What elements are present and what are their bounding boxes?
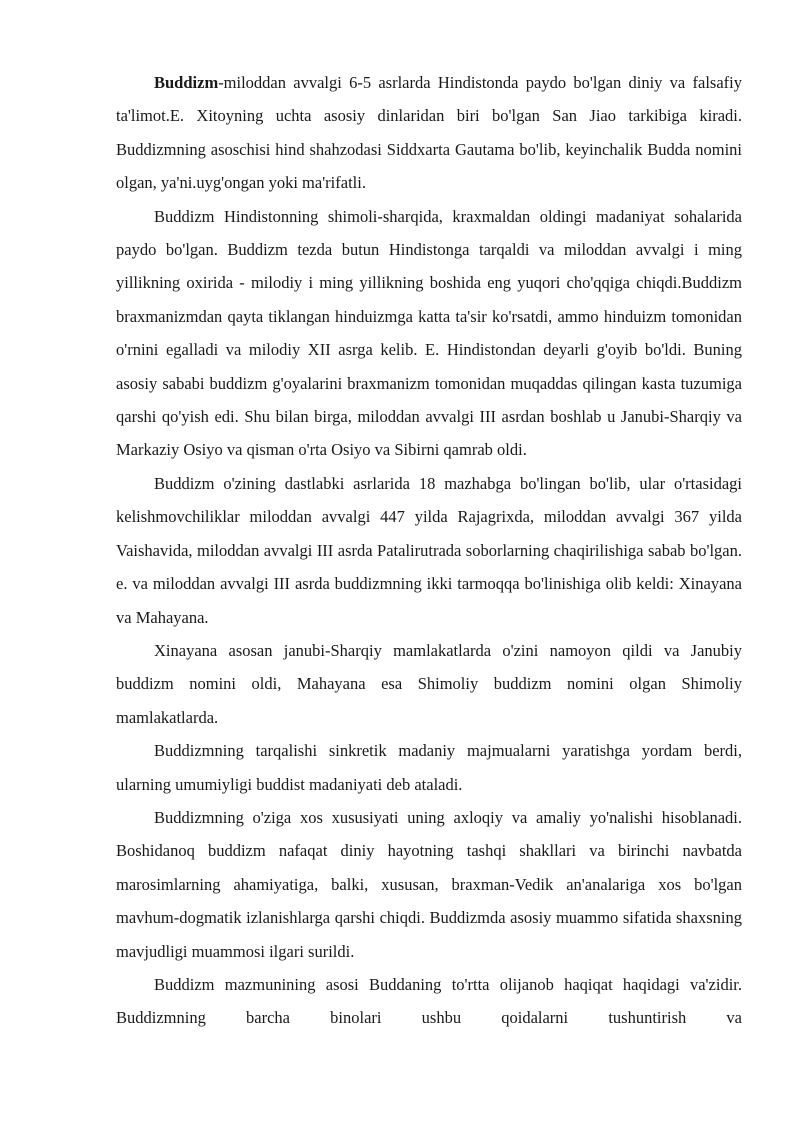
paragraph-1-lead-term: Buddizm: [154, 73, 219, 92]
paragraph-1-text: -miloddan avvalgi 6-5 asrlarda Hindistonda paydo bo'lgan diniy va falsafiy ta'limot.E. Xitoyning uchta asosiy dinlaridan biri bo'lgan San Jiao tarkibiga kiradi. Buddizmning asoschisi hind shahzodasi Siddxarta Gautama bo'lib, keyinchalik Budda nomini olgan, ya'ni.uyg'ongan yoki ma'rifatli.: [116, 73, 742, 193]
paragraph-6: Buddizmning o'ziga xos xususiyati uning axloqiy va amaliy yo'nalishi hisoblanadi. Boshidanoq buddizm nafaqat diniy hayotning tashqi shakllari va birinchi navbatda marosimlarning ahamiyatiga, balki, xususan, braxman-Vedik an'analariga xos bo'lgan mavhum-dogmatik izlanishlarga qarshi chiqdi. Buddizmda asosiy muammo sifatida shaxsning mavjudligi muammosi ilgari surildi.: [116, 807, 742, 961]
paragraph-1: [116, 66, 742, 200]
paragraph-2: Buddizm Hindistonning shimoli-sharqida, kraxmaldan oldingi madaniyat sohalarida paydo bo'lgan. Buddizm tezda butun Hindistonga tarqaldi va miloddan avvalgi i ming yillikning oxirida - milodiy i ming yillikning boshida eng yuqori cho'qqiga chiqdi.Buddizm braxmanizmdan qayta tiklangan hinduizmga katta ta'sir ko'rsatdi, ammo hinduizm tomonidan o'rnini egalladi va milodiy XII asrga kelib. E. Hindistondan deyarli g'oyib bo'ldi. Buning asosiy sababi buddizm g'oyalarini braxmanizm tomonidan muqaddas qilingan kasta tuzumiga qarshi qo'yish edi. Shu bilan birga, miloddan avvalgi III asrdan boshlab u Janubi-Sharqiy va Markaziy Osiyo va qisman o'rta Osiyo va Sibirni qamrab oldi.: [116, 206, 742, 460]
paragraph-4: Xinayana asosan janubi-Sharqiy mamlakatlarda o'zini namoyon qildi va Janubiy buddizm nomini oldi, Mahayana esa Shimoliy buddizm nomini olgan Shimoliy mamlakatlarda.: [116, 640, 742, 727]
paragraph-7: Buddizm mazmunining asosi Buddaning to'rtta olijanob haqiqat haqidagi va'zidir. Buddizmning barcha binolari ushbu qoidalarni tushuntirish va: [116, 974, 742, 1028]
paragraph-5: Buddizmning tarqalishi sinkretik madaniy majmualarni yaratishga yordam berdi, ularning umumiyligi buddist madaniyati deb ataladi.: [116, 741, 742, 794]
paragraph-3: Buddizm o'zining dastlabki asrlarida 18 mazhabga bo'lingan bo'lib, ular o'rtasidagi kelishmovchiliklar miloddan avvalgi 447 yilda Rajagrixda, miloddan avvalgi 367 yilda Vaishavida, miloddan avvalgi III asrda Patalirutrada soborlarning chaqirilishiga sabab bo'lgan. e. va miloddan avvalgi III asrda buddizmning ikki tarmoqqa bo'linishiga olib keldi: Xinayana va Mahayana.: [116, 473, 742, 627]
